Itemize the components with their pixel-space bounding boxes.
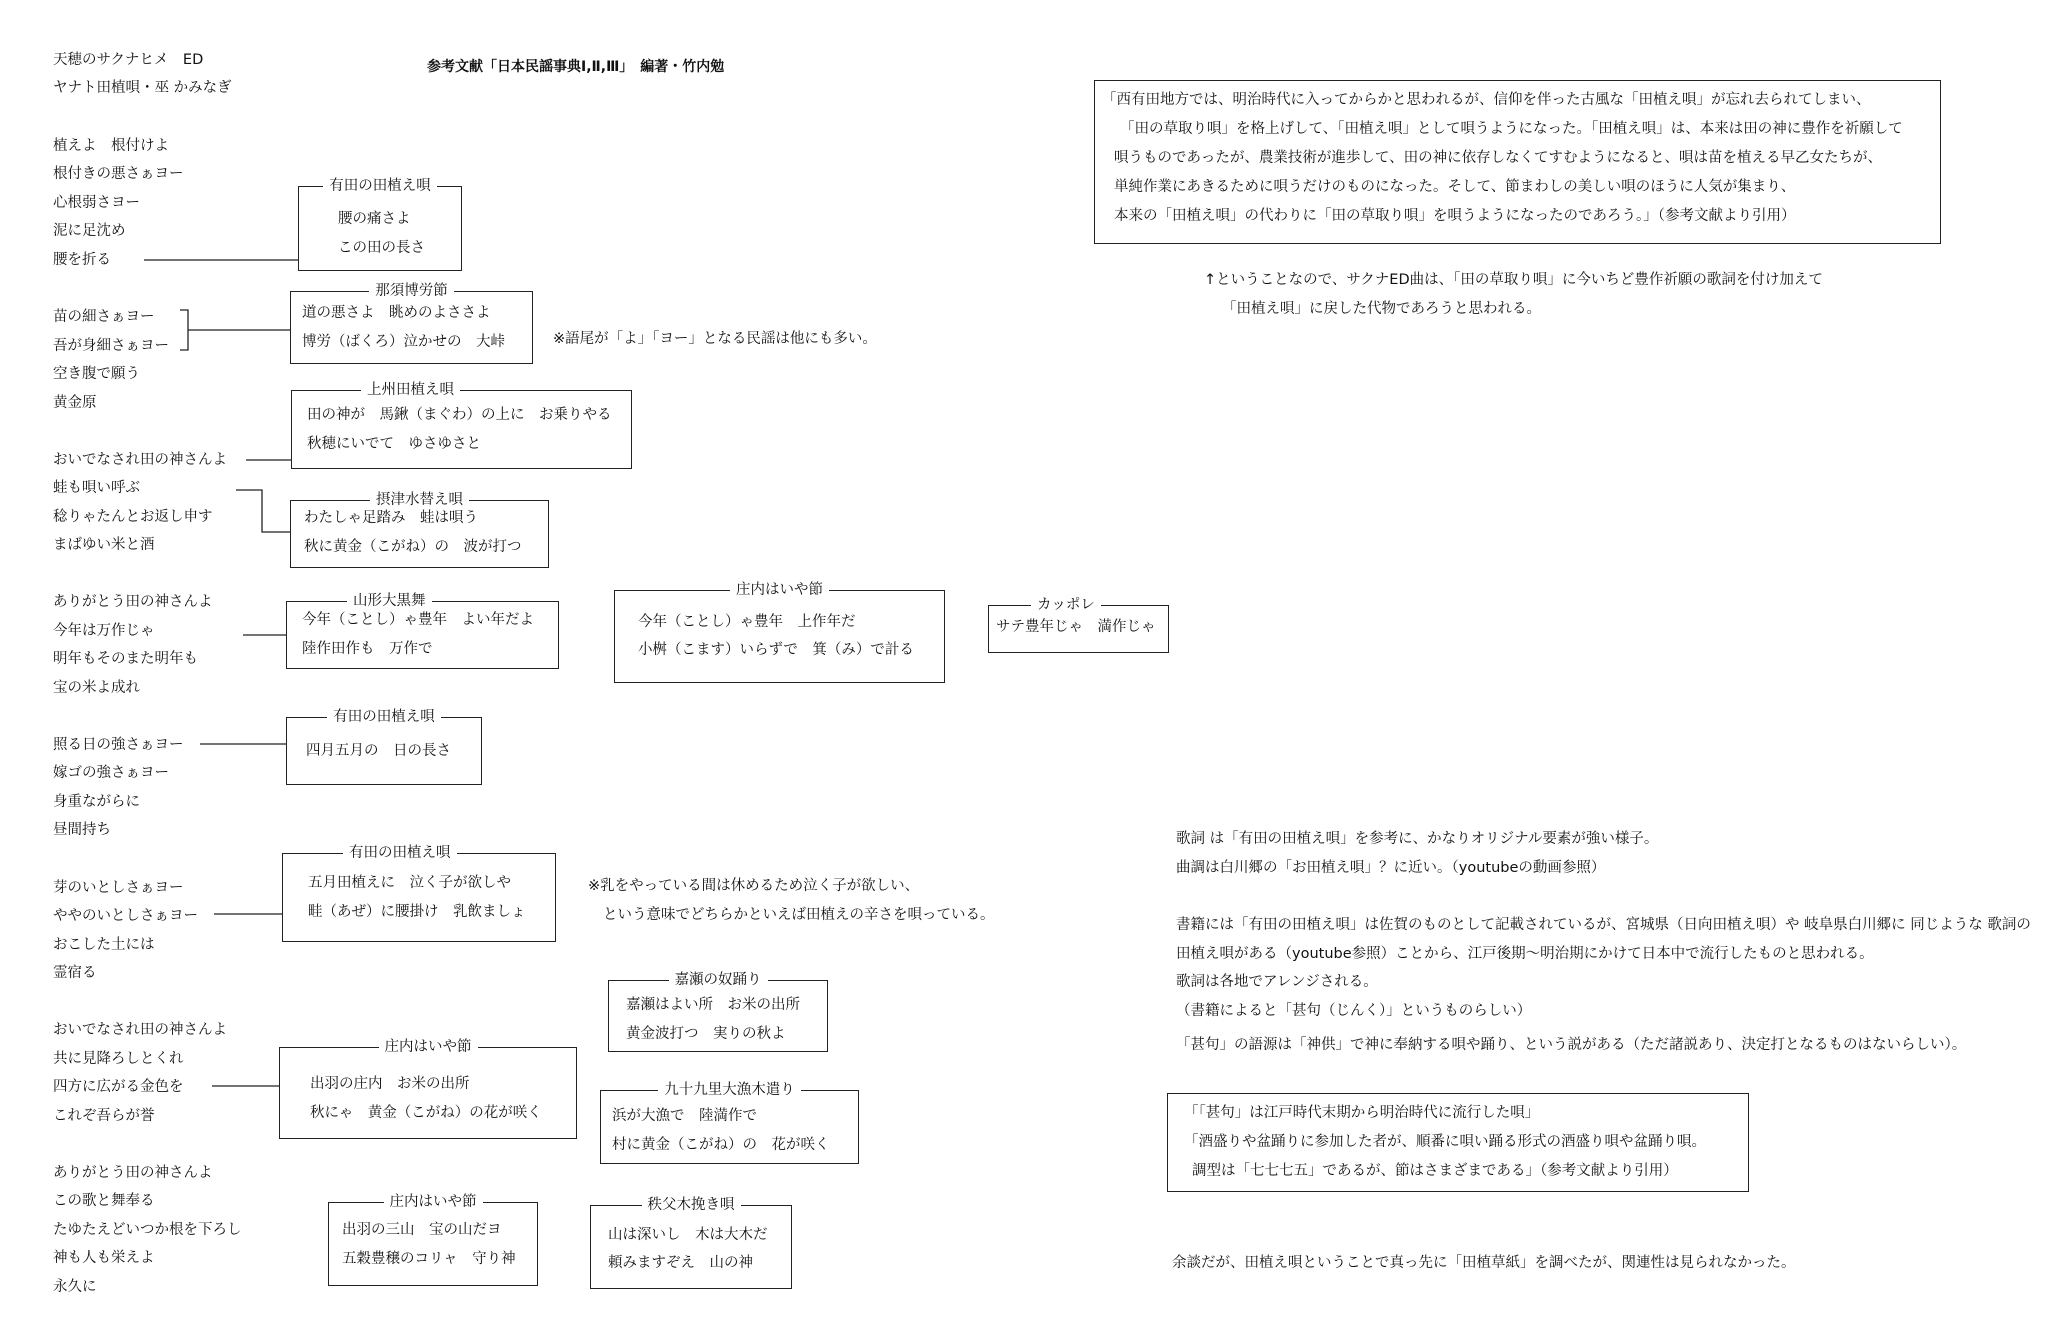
folk-song-line: 秋にゃ 黄金（こがね）の花が咲く xyxy=(310,1105,542,1121)
quote-line: 「「甚句」は江戸時代末期から明治時代に流行した唄」 xyxy=(1184,1105,1540,1121)
lyric-line: 泥に足沈め xyxy=(53,223,126,239)
quote-line: 唄うものであったが、農業技術が進歩して、田の神に依存しなくてすむようになると、唄は苗を植える早乙女たちが、 xyxy=(1114,150,1883,166)
lyric-line: ありがとう田の神さんよ xyxy=(53,594,213,610)
song-subtitle: ヤナト田植唄・巫 かみなぎ xyxy=(53,80,232,96)
folk-song-title: 山形大黒舞 xyxy=(347,593,558,609)
lyric-line: 宝の米よ成れ xyxy=(53,680,140,696)
lyric-line: 霊宿る xyxy=(53,965,97,981)
analysis-line: 書籍には「有田の田植え唄」は佐賀のものとして記載されているが、宮城県（日向田植え唄）や 岐阜県白川郷に 同じような 歌詞の xyxy=(1176,917,2031,933)
lyric-line: これぞ吾らが誉 xyxy=(53,1108,155,1124)
lyric-line: 吾が身細さぁヨー xyxy=(53,338,169,354)
folk-song-box xyxy=(290,283,533,364)
folk-song-line: 今年（ことし）ゃ豊年 上作年だ xyxy=(638,614,856,630)
lyric-line: 四方に広がる金色を xyxy=(53,1079,184,1095)
connector-line xyxy=(236,490,290,532)
quote-line: 単純作業にあきるために唄うだけのものになった。そして、節まわしの美しい唄のほうに人気が集まり、 xyxy=(1114,179,1796,195)
lyric-line: 空き腹で願う xyxy=(53,366,140,382)
folk-song-title: 嘉瀬の奴踊り xyxy=(609,972,827,988)
lyric-line: 嫁ゴの強さぁヨー xyxy=(53,765,169,781)
lyric-line: たゆたえどいつか根を下ろし xyxy=(53,1222,242,1238)
quote-line: 調型は「七七七五」であるが、節はさまざまである」（参考文献より引用） xyxy=(1192,1163,1678,1179)
folk-song-line: 浜が大漁で 陸満作で xyxy=(612,1108,757,1124)
lyric-line: 蛙も唄い呼ぶ xyxy=(53,480,140,496)
folk-song-box xyxy=(290,492,549,568)
lyric-line: 昼間持ち xyxy=(53,822,111,838)
folk-song-box xyxy=(328,1194,538,1286)
folk-song-box xyxy=(286,709,482,785)
note-chichi-1: ※乳をやっている間は休めるため泣く子が欲しい、 xyxy=(588,878,920,894)
note-gobi: ※語尾が「よ」「ヨー」となる民謡は他にも多い。 xyxy=(553,331,877,347)
folk-song-line: 黄金波打つ 実りの秋よ xyxy=(626,1026,786,1042)
lyric-line: 永久に xyxy=(53,1279,97,1295)
folk-song-line: 陸作田作も 万作で xyxy=(302,641,433,657)
folk-song-title: 有田の田植え唄 xyxy=(287,709,481,725)
lyric-line: 根付きの悪さぁヨー xyxy=(53,166,184,182)
analysis-line: 田植え唄がある（youtube参照）ことから、江戸後期～明治期にかけて日本中で流行したものと思われる。 xyxy=(1176,946,1874,962)
folk-song-title: 有田の田植え唄 xyxy=(299,178,461,194)
folk-song-box xyxy=(282,845,556,942)
analysis-line: 歌詞は各地でアレンジされる。 xyxy=(1176,974,1378,990)
lyric-line: 照る日の強さぁヨー xyxy=(53,737,184,753)
folk-song-line: 秋に黄金（こがね）の 波が打つ xyxy=(304,539,522,555)
folk-song-line: 小桝（こます）いらずで 箕（み）で計る xyxy=(638,642,914,658)
lyric-line: この歌と舞奉る xyxy=(53,1193,155,1209)
lyric-line: 心根弱さヨー xyxy=(53,195,140,211)
folk-song-line: この田の長さ xyxy=(338,240,425,256)
footnote: 余談だが、田植え唄ということで真っ先に「田植草紙」を調べたが、関連性は見られなかった。 xyxy=(1172,1255,1796,1271)
folk-song-box xyxy=(298,178,462,271)
folk-song-title: 摂津水替え唄 xyxy=(291,492,548,508)
folk-song-line: 五月田植えに 泣く子が欲しや xyxy=(308,875,511,891)
lyric-line: ややのいとしさぁヨー xyxy=(53,908,198,924)
lyric-line: まばゆい米と酒 xyxy=(53,537,155,553)
folk-song-box xyxy=(600,1082,859,1164)
folk-song-box xyxy=(590,1197,792,1289)
folk-song-title: 那須博労節 xyxy=(291,283,532,299)
lyric-line: おいでなされ田の神さんよ xyxy=(53,452,227,468)
lyric-line: 身重ながらに xyxy=(53,794,140,810)
folk-song-line: 今年（ことし）ゃ豊年 よい年だよ xyxy=(302,612,534,628)
lyric-line: 苗の細さぁヨー xyxy=(53,309,155,325)
folk-song-line: サテ豊年じゃ 満作じゃ xyxy=(996,619,1156,635)
folk-song-line: 村に黄金（こがね）の 花が咲く xyxy=(612,1137,830,1153)
analysis-line: 曲調は白川郷の「お田植え唄」？に近い。（youtubeの動画参照） xyxy=(1176,860,1606,876)
lyric-line: おいでなされ田の神さんよ xyxy=(53,1022,227,1038)
lyric-line: おこした土には xyxy=(53,937,155,953)
reference-title: 参考文献「日本民謡事典Ⅰ,Ⅱ,Ⅲ」 編著・竹内勉 xyxy=(427,59,725,75)
lyric-line: 明年もそのまた明年も xyxy=(53,651,198,667)
analysis-line: （書籍によると「甚句（じんく）」というものらしい） xyxy=(1176,1003,1532,1019)
folk-song-line: 五穀豊穣のコリャ 守り神 xyxy=(342,1251,516,1267)
folk-song-line: 道の悪さよ 眺めのよささよ xyxy=(302,305,491,321)
folk-song-box xyxy=(988,597,1169,653)
folk-song-title: 秩父木挽き唄 xyxy=(591,1197,791,1213)
folk-song-line: 出羽の庄内 お米の出所 xyxy=(310,1076,470,1092)
folk-song-line: 博労（ばくろ）泣かせの 大峠 xyxy=(302,334,505,350)
lyric-line: 共に見降ろしとくれ xyxy=(53,1051,184,1067)
lyric-line: 今年は万作じゃ xyxy=(53,623,155,639)
quote-line: 「西有田地方では、明治時代に入ってからかと思われるが、信仰を伴った古風な「田植え唄」が忘れ去られてしまい、 xyxy=(1102,92,1871,108)
analysis-line: 「甚句」の語源は「神供」で神に奉納する唄や踊り、という説がある（ただ諸説あり、決定打となるものはないらしい）。 xyxy=(1176,1037,1967,1053)
lyric-line: 腰を折る xyxy=(53,252,111,268)
lyric-line: 芽のいとしさぁヨー xyxy=(53,880,184,896)
folk-song-line: 秋穂にいでて ゆさゆさと xyxy=(307,436,481,452)
lyric-line: 神も人も栄えよ xyxy=(53,1250,155,1266)
conclusion-line-2: 「田植え唄」に戻した代物であろうと思われる。 xyxy=(1222,301,1541,317)
quote-line: 「田の草取り唄」を格上げして、「田植え唄」として唄うようになった。「田植え唄」は、本来は田の神に豊作を祈願して xyxy=(1120,121,1903,137)
lyric-line: 黄金原 xyxy=(53,395,97,411)
folk-song-line: 田の神が 馬鍬（まぐわ）の上に お乗りやる xyxy=(307,407,612,423)
folk-song-line: 嘉瀬はよい所 お米の出所 xyxy=(626,997,800,1013)
lyric-line: ありがとう田の神さんよ xyxy=(53,1165,213,1181)
folk-song-title: 庄内はいや節 xyxy=(280,1039,576,1055)
folk-song-title: 上州田植え唄 xyxy=(361,382,631,398)
song-title: 天穂のサクナヒメ ED xyxy=(53,52,204,68)
folk-song-box xyxy=(286,593,559,669)
folk-song-line: 畦（あぜ）に腰掛け 乳飲ましょ xyxy=(308,904,526,920)
folk-song-line: 四月五月の 日の長さ xyxy=(306,743,451,759)
jinku-quote-box xyxy=(1167,1093,1749,1192)
connector-bracket xyxy=(180,310,188,350)
folk-song-line: 出羽の三山 宝の山だヨ xyxy=(342,1222,502,1238)
folk-song-box xyxy=(291,382,632,469)
lyric-line: 稔りゃたんとお返し申す xyxy=(53,509,213,525)
folk-song-title: カッポレ xyxy=(1031,597,1168,613)
quote-line: 本来の「田植え唄」の代わりに「田の草取り唄」を唄うようになったのであろう。」（参考文献より引用） xyxy=(1114,208,1796,224)
note-chichi-2: という意味でどちらかといえば田植えの辛さを唄っている。 xyxy=(603,907,995,923)
folk-song-line: 腰の痛さよ xyxy=(338,211,411,227)
folk-song-box xyxy=(608,972,828,1052)
folk-song-title: 庄内はいや節 xyxy=(615,582,944,598)
reference-quote-box xyxy=(1094,80,1941,244)
quote-line: 「酒盛りや盆踊りに参加した者が、順番に唄い踊る形式の酒盛り唄や盆踊り唄。 xyxy=(1184,1134,1706,1150)
folk-song-title: 庄内はいや節 xyxy=(329,1194,537,1210)
analysis-line: 歌詞 は「有田の田植え唄」を参考に、かなりオリジナル要素が強い様子。 xyxy=(1176,831,1659,847)
folk-song-box xyxy=(614,582,945,683)
folk-song-line: わたしゃ足踏み 蛙は唄う xyxy=(304,510,478,526)
folk-song-line: 頼みますぞえ 山の神 xyxy=(608,1255,753,1271)
lyric-line: 植えよ 根付けよ xyxy=(53,138,169,154)
conclusion-line-1: ↑ということなので、サクナED曲は、「田の草取り唄」に今いちど豊作祈願の歌詞を付け加えて xyxy=(1204,272,1823,288)
folk-song-title: 有田の田植え唄 xyxy=(343,845,555,861)
folk-song-line: 山は深いし 木は大木だ xyxy=(608,1227,768,1243)
folk-song-title: 九十九里大漁木遣り xyxy=(601,1082,858,1098)
folk-song-box xyxy=(279,1039,577,1139)
